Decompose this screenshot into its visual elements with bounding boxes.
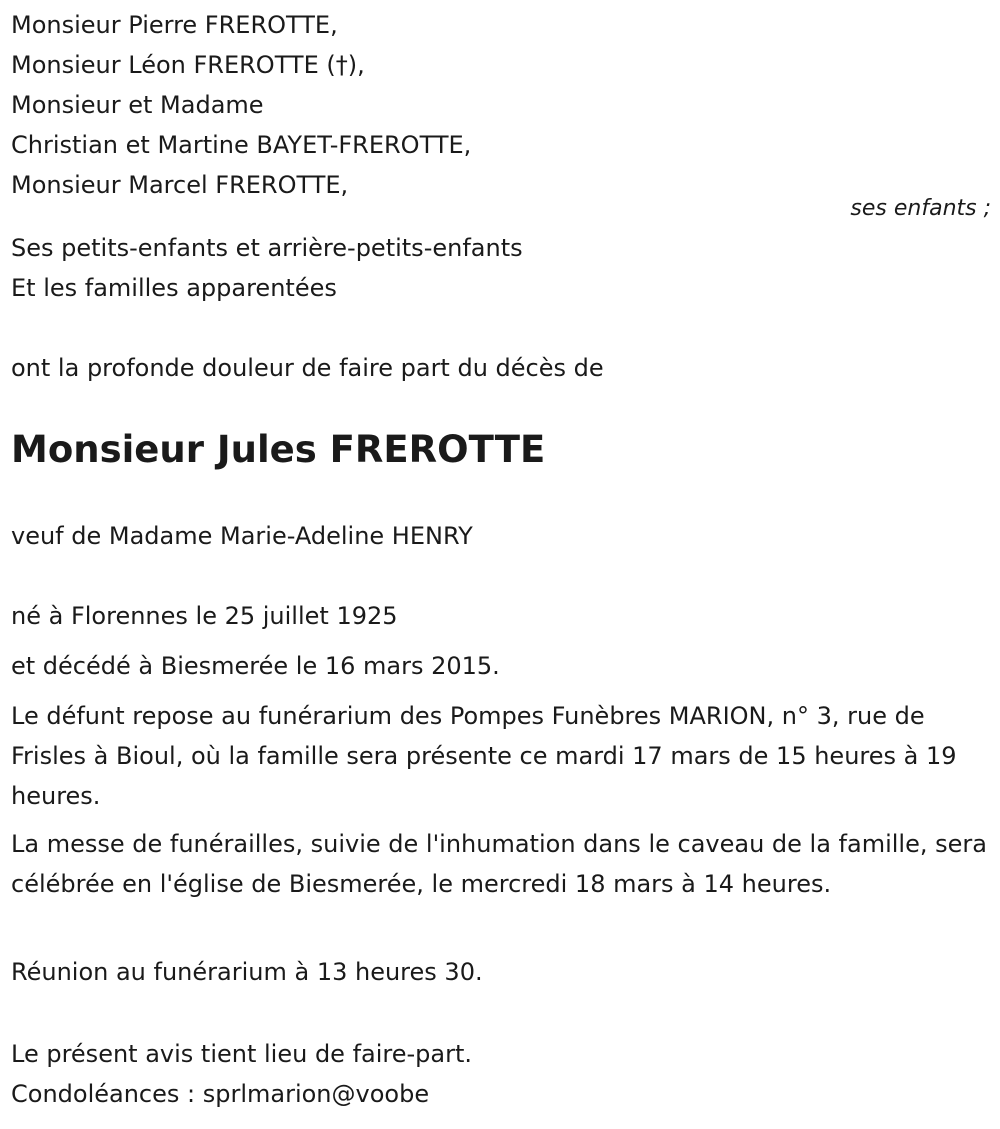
deceased-name: Monsieur Jules FREROTTE (11, 428, 546, 471)
grandchildren-line: Ses petits-enfants et arrière-petits-enfants (11, 234, 523, 262)
notice-line: Le présent avis tient lieu de faire-part. (11, 1040, 473, 1068)
condolences-line: Condoléances : sprlmarion@voobe (11, 1080, 430, 1108)
funeral-paragraph: La messe de funérailles, suivie de l'inhumation dans le caveau de la famille, sera célébrée en l'église de Biesmerée, le mercredi 18 mars à 14 heures. (11, 830, 987, 898)
child-name: Monsieur et Madame (11, 91, 264, 119)
child-name: Monsieur Marcel FREROTTE, (11, 171, 349, 199)
widower-line: veuf de Madame Marie-Adeline HENRY (11, 522, 473, 550)
families-line: Et les familles apparentées (11, 274, 337, 302)
child-name: Christian et Martine BAYET-FREROTTE, (11, 131, 472, 159)
child-name: Monsieur Léon FREROTTE (†), (11, 51, 365, 79)
repose-paragraph: Le défunt repose au funérarium des Pompes Funèbres MARION, n° 3, rue de Frisles à Bioul, où la famille sera présente ce mardi 17 mars de 15 heures à 19 heures. (11, 702, 957, 810)
birth-line: né à Florennes le 25 juillet 1925 (11, 602, 398, 630)
announcement-line: ont la profonde douleur de faire part du décès de (11, 354, 604, 382)
death-line: et décédé à Biesmerée le 16 mars 2015. (11, 652, 500, 680)
meeting-line: Réunion au funérarium à 13 heures 30. (11, 958, 483, 986)
child-name: Monsieur Pierre FREROTTE, (11, 11, 338, 39)
children-label: ses enfants ; (850, 196, 991, 221)
